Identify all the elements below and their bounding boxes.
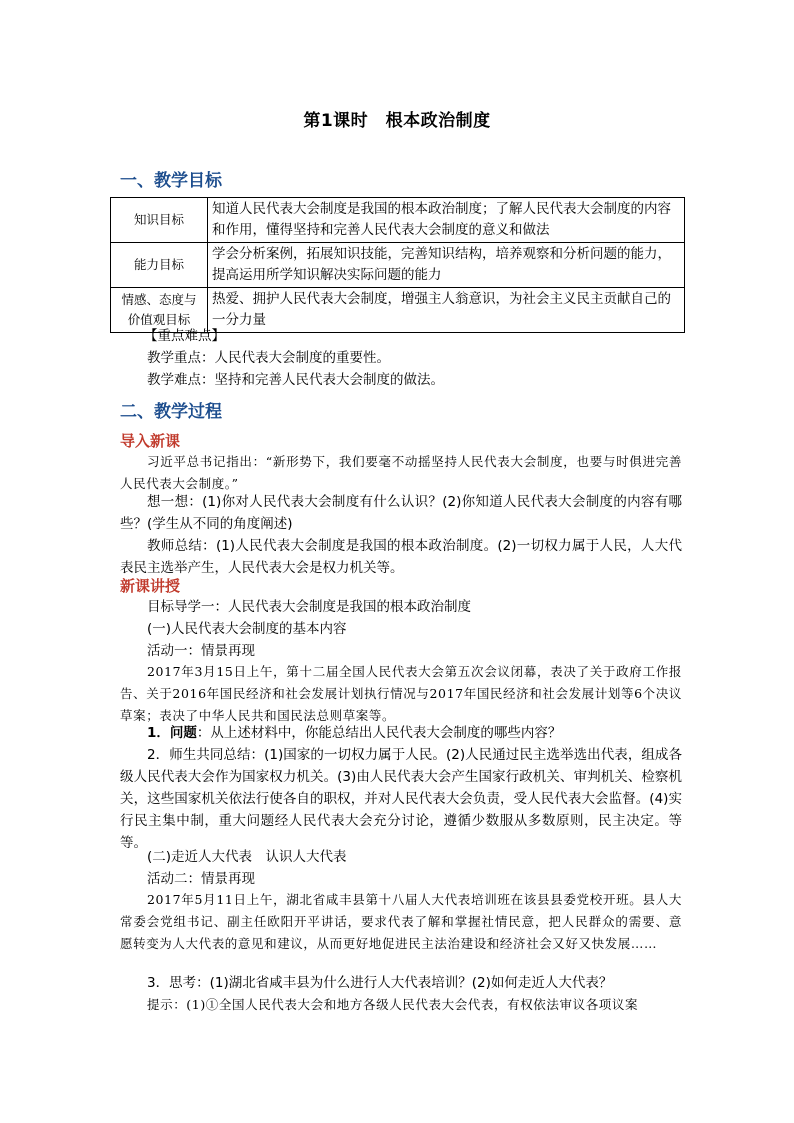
intro-quote: 习近平总书记指出：“新形势下，我们要毫不动摇坚持人民代表大会制度，也要与时俱进完善人民代表大会制度。” <box>120 454 682 491</box>
activity-two: 活动二：情景再现 <box>147 871 255 887</box>
objective-label-line: 价值观目标 <box>127 312 191 327</box>
activity-one: 活动一：情景再现 <box>147 643 255 659</box>
teaching-difficulty: 教学难点：坚持和完善人民代表大会制度的做法。 <box>147 372 444 388</box>
question-three: 3．思考：(1)湖北省咸丰县为什么进行人大代表培训？(2)如何走近人大代表？ <box>147 975 613 991</box>
key-points-heading: 【重点难点】 <box>144 328 225 344</box>
subsection-two: (二)走近人大代表 认识人大代表 <box>147 849 347 865</box>
objectives-table <box>110 197 685 333</box>
section-heading-process: 二、教学过程 <box>120 402 222 422</box>
subheading-new-lesson: 新课讲授 <box>120 577 181 595</box>
teaching-focus: 教学重点：人民代表大会制度的重要性。 <box>147 350 390 366</box>
question-one-text: ：从上述材料中，你能总结出人民代表大会制度的哪些内容？ <box>196 725 562 741</box>
intro-summary: 教师总结：(1)人民代表大会制度是我国的根本政治制度。(2)一切权力属于人民，人大代表民主选举产生，人民代表大会是权力机关等。 <box>120 538 682 576</box>
objective-text: 学会分析案例，拓展知识技能，完善知识结构，培养观察和分析问题的能力，提高运用所学知识解决实际问题的能力 <box>208 243 685 288</box>
objective-label: 知识目标 <box>111 198 208 243</box>
material-two: 2017年5月11日上午，湖北省咸丰县第十八届人大代表培训班在该县县委党校开班。县人大常委会党组书记、副主任欧阳开平讲话，要求代表了解和掌握社情民意，把人民群众的需要、意愿转变为人大代表的意见和建议，从而更好地促进民主法治建设和经济社会又好又快发展…… <box>120 892 682 951</box>
question-one-label: 1．问题 <box>147 725 197 741</box>
table-row <box>111 243 685 288</box>
objective-text: 知道人民代表大会制度是我国的根本政治制度；了解人民代表大会制度的内容和作用，懂得坚持和完善人民代表大会制度的意义和做法 <box>208 198 685 243</box>
objective-text: 热爱、拥护人民代表大会制度，增强主人翁意识，为社会主义民主贡献自己的一分力量 <box>208 288 685 333</box>
section-heading-objectives: 一、教学目标 <box>120 171 222 191</box>
question-one <box>147 722 561 744</box>
subheading-intro: 导入新课 <box>120 432 181 450</box>
objective-label-line: 情感、态度与 <box>121 292 197 307</box>
table-row <box>111 198 685 243</box>
subsection-one: (一)人民代表大会制度的基本内容 <box>147 621 347 637</box>
guide-one: 目标导学一：人民代表大会制度是我国的根本政治制度 <box>147 599 471 615</box>
hint-text: 提示：(1)①全国人民代表大会和地方各级人民代表大会代表，有权依法审议各项议案 <box>147 997 639 1012</box>
material-one: 2017年3月15日上午，第十二届全国人民代表大会第五次会议闭幕，表决了关于政府工作报告、关于2016年国民经济和社会发展计划执行情况与2017年国民经济和社会发展计划等6个决议草案；表决了中华人民共和国民法总则草案等。 <box>120 664 682 723</box>
intro-think: 想一想：(1)你对人民代表大会制度有什么认识？(2)你知道人民代表大会制度的内容有哪些？(学生从不同的角度阐述) <box>120 494 682 532</box>
page-title: 第1课时 根本政治制度 <box>303 111 491 131</box>
objective-label: 能力目标 <box>111 243 208 288</box>
question-two: 2．师生共同总结：(1)国家的一切权力属于人民。(2)人民通过民主选举选出代表，组成各级人民代表大会作为国家权力机关。(3)由人民代表大会产生国家行政机关、审判机关、检察机关，这些国家机关依法行使各自的职权，并对人民代表大会负责，受人民代表大会监督。(4)实行民主集中制，重大问题经人民代表大会充分讨论，遵循少数服从多数原则，民主决定。等等。 <box>120 747 682 851</box>
